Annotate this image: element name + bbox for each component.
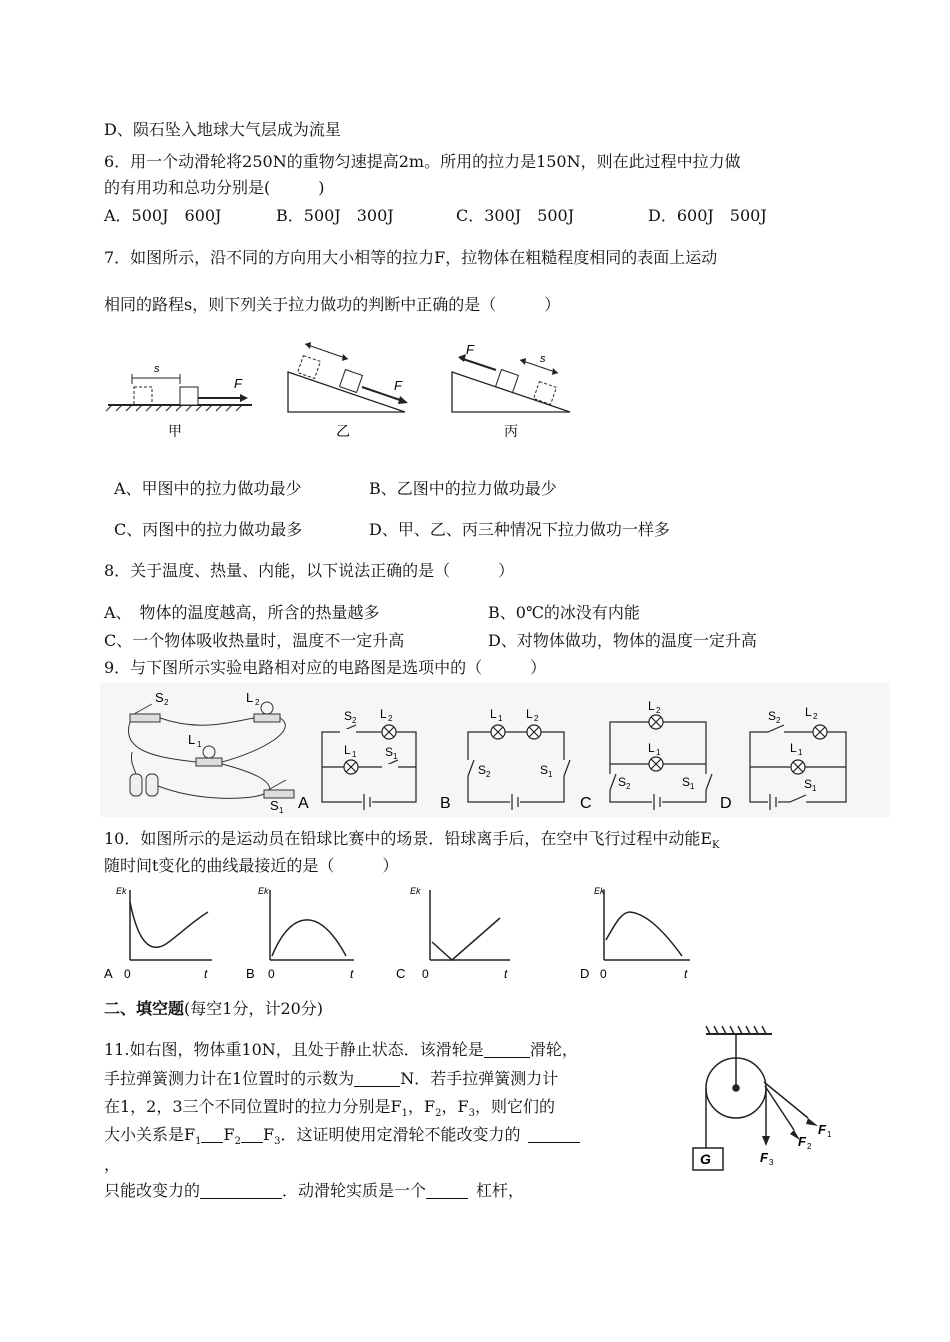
q10-c-label: C: [396, 966, 406, 981]
q10-figure: [100, 882, 720, 987]
q11-line3-f2: ，F: [408, 1097, 436, 1116]
q10-stem-ek-sub: K: [712, 840, 720, 852]
q8-option-b: B、0℃的冰没有内能: [488, 603, 640, 622]
q9-d-s2: S: [768, 709, 777, 723]
q11-line3-f3: ，F: [441, 1097, 469, 1116]
q9-phys-l2-sub: 2: [255, 698, 260, 707]
q11-label-f1: F: [818, 1122, 826, 1137]
q11-blank-force-size[interactable]: [528, 1126, 580, 1143]
q9-a-l2-sub: 2: [388, 714, 393, 723]
q11-line3-end: ，则它们的: [475, 1097, 556, 1116]
q8-option-a: A、 物体的温度越高，所含的热量越多: [104, 603, 380, 622]
q11-line4-sub1: 1: [195, 1136, 202, 1148]
q9-c-s1: S: [682, 775, 691, 789]
q8-option-c: C、一个物体吸收热量时，温度不一定升高: [104, 631, 405, 650]
q11-label-g: G: [700, 1151, 711, 1167]
q11-line6: [104, 1180, 524, 1202]
q6-stem-line2: 的有用功和总功分别是( ): [104, 178, 325, 197]
q6-options: [104, 205, 767, 227]
q9-a-l1: L: [344, 743, 351, 757]
q11-line6-c: 杠杆，: [476, 1181, 525, 1200]
q7-label-s-jia: s: [154, 363, 160, 375]
q7-label-f-jia: F: [234, 376, 242, 391]
q10-c-t: t: [504, 967, 508, 981]
q7-figure: [100, 332, 600, 447]
q11-line4-b: F: [223, 1125, 235, 1144]
q8-stem: 8．关于温度、热量、内能，以下说法正确的是（ ）: [104, 561, 515, 580]
q10-a-zero: 0: [124, 967, 131, 981]
q9-b-s2-sub: 2: [486, 770, 491, 779]
q11-label-f3: F: [760, 1150, 768, 1165]
q9-stem: 9．与下图所示实验电路相对应的电路图是选项中的（ ）: [104, 658, 547, 677]
q11-line3-sub1: 1: [401, 1108, 409, 1120]
q9-b-l2-sub: 2: [534, 714, 539, 723]
q7-option-d: D、甲、乙、丙三种情况下拉力做功一样多: [369, 520, 670, 539]
q9-phys-s2-sub: 2: [164, 698, 169, 707]
q10-stem-line1-text: 10．如图所示的是运动员在铅球比赛中的场景．铅球离手后，在空中飞行过程中动能E: [104, 829, 713, 848]
q11-line4-sub3: 3: [274, 1136, 281, 1148]
q9-option-d-label: D: [720, 795, 732, 812]
q9-phys-l1-sub: 1: [197, 740, 202, 749]
q10-b-label: B: [246, 966, 255, 981]
q10-a-label: A: [104, 966, 113, 981]
q11-blank-reading[interactable]: [354, 1070, 400, 1087]
q9-d-s1: S: [804, 777, 813, 791]
q10-d-t: t: [684, 967, 688, 981]
q10-a-ek: Ek: [116, 886, 127, 896]
q7-stem-line2: 相同的路程s，则下列关于拉力做功的判断中正确的是（ ）: [104, 295, 561, 314]
q11-line6-b: ．动滑轮实质是一个: [282, 1181, 427, 1200]
q10-a-t: t: [204, 967, 208, 981]
q7-label-f-bing: F: [466, 342, 474, 357]
q11-line3-sub3: 3: [468, 1108, 475, 1120]
q9-option-b-label: B: [440, 795, 451, 812]
q9-figure: [100, 682, 890, 817]
q11-pulley-figure: [690, 1022, 850, 1180]
q11-line1-a: 11.如右图，物体重10N，且处于静止状态．该滑轮是: [104, 1040, 484, 1059]
q11-line2-a: 手拉弹簧测力计在1位置时的示数为: [104, 1069, 355, 1088]
q9-c-s2-sub: 2: [626, 782, 631, 791]
q11-line4: [104, 1124, 580, 1153]
q7-figure-yi: [288, 342, 408, 439]
q11-line2-b: N．若手拉弹簧测力计: [400, 1069, 559, 1088]
q11-blank-force-direction[interactable]: [200, 1182, 282, 1199]
q9-d-l1-sub: 1: [798, 748, 803, 757]
q9-c-s1-sub: 1: [690, 782, 695, 791]
q7-option-b: B、乙图中的拉力做功最少: [369, 479, 557, 498]
q10-c-ek: Ek: [410, 886, 421, 896]
q10-graph-d: [604, 890, 690, 960]
q10-c-zero: 0: [422, 967, 429, 981]
q6-option-d: D．600J 500J: [648, 206, 767, 225]
q9-c-s2: S: [618, 775, 627, 789]
q6-option-b: B．500J 300J: [276, 206, 394, 225]
q6-stem-line1: 6．用一个动滑轮将250N的重物匀速提高2m。所用的拉力是150N，则在此过程中拉力做: [104, 152, 741, 171]
q8-options-row1: [104, 602, 640, 624]
q7-options-row1: [114, 478, 557, 500]
q7-stem-line1: 7．如图所示，沿不同的方向用大小相等的拉力F，拉物体在粗糙程度相同的表面上运动: [104, 248, 718, 267]
q11-line4-sub2: 2: [234, 1136, 241, 1148]
q11-line3: [104, 1096, 555, 1125]
q9-c-l2-sub: 2: [656, 706, 661, 715]
q9-c-l2: L: [648, 699, 655, 713]
q9-option-a-label: A: [298, 795, 309, 812]
q9-a-s1: S: [385, 745, 394, 759]
q9-b-s1-sub: 1: [548, 770, 553, 779]
q10-d-ek: Ek: [594, 886, 605, 896]
q9-phys-s1: S: [270, 798, 279, 813]
q7-option-c: C、丙图中的拉力做功最多: [114, 520, 303, 539]
q11-line6-a: 只能改变力的: [104, 1181, 201, 1200]
q9-phys-l1: L: [188, 732, 196, 747]
q9-c-l1: L: [648, 741, 655, 755]
section2-heading: [104, 998, 323, 1020]
q9-a-l2: L: [380, 707, 387, 721]
q11-blank-compare-1[interactable]: [201, 1126, 223, 1143]
q9-phys-l2: L: [246, 690, 254, 705]
q11-label-f2-sub: 2: [807, 1142, 812, 1151]
q11-label-f2: F: [798, 1134, 806, 1149]
q9-phys-s2: S: [155, 690, 164, 705]
q5-option-d: D、陨石坠入地球大气层成为流星: [104, 120, 341, 139]
q10-graph-c: [430, 890, 510, 960]
q9-phys-s1-sub: 1: [279, 806, 284, 815]
q10-b-zero: 0: [268, 967, 275, 981]
q7-label-s-bing: s: [540, 353, 546, 365]
q11-line4-c: F: [262, 1125, 275, 1144]
q7-caption-bing: 丙: [504, 423, 518, 439]
q7-caption-jia: 甲: [168, 423, 182, 439]
q11-line4-a: 大小关系是F: [104, 1125, 196, 1144]
q8-options-row2: [104, 630, 757, 652]
q7-figure-jia: [106, 363, 252, 439]
q10-b-ek: Ek: [258, 886, 269, 896]
q11-blank-compare-2[interactable]: [241, 1126, 263, 1143]
q11-line3-a: 在1，2，3三个不同位置时的拉力分别是F: [104, 1097, 402, 1116]
q9-d-s2-sub: 2: [776, 716, 781, 725]
q11-line1-b: 滑轮，: [529, 1040, 578, 1059]
q9-b-s2: S: [478, 763, 487, 777]
q10-d-zero: 0: [600, 967, 607, 981]
q9-c-l1-sub: 1: [656, 748, 661, 757]
q7-caption-yi: 乙: [336, 423, 350, 439]
q11-line5: ，: [104, 1155, 121, 1174]
q7-label-f-yi: F: [394, 378, 402, 393]
q11-line2: [104, 1068, 558, 1090]
q10-graph-a: [130, 890, 212, 960]
section2-note: (每空1分，计20分): [184, 999, 324, 1018]
q9-a-s2-sub: 2: [352, 716, 357, 725]
q11-blank-pulley-type[interactable]: [484, 1041, 530, 1058]
q10-d-label: D: [580, 966, 590, 981]
q11-label-f3-sub: 3: [769, 1158, 774, 1167]
q9-b-s1: S: [540, 763, 549, 777]
q9-b-l2: L: [526, 707, 533, 721]
q7-options-row2: [114, 519, 670, 541]
q9-d-l1: L: [790, 741, 797, 755]
q11-line1: [104, 1039, 578, 1061]
q10-stem-line2: 随时间t变化的曲线最接近的是（ ）: [104, 856, 399, 875]
q9-a-l1-sub: 1: [352, 750, 357, 759]
q8-option-d: D、对物体做功，物体的温度一定升高: [488, 631, 757, 650]
q11-blank-lever-type[interactable]: [426, 1182, 468, 1199]
q9-d-l2-sub: 2: [813, 712, 818, 721]
q11-line3-sub2: 2: [435, 1108, 442, 1120]
q6-option-c: C．300J 500J: [456, 206, 575, 225]
q9-d-s1-sub: 1: [812, 784, 817, 793]
q9-d-l2: L: [805, 705, 812, 719]
q10-b-t: t: [350, 967, 354, 981]
q10-stem-line1: [104, 828, 720, 857]
q11-pulley-drawing: [706, 1026, 808, 1148]
q9-b-l1: L: [490, 707, 497, 721]
q6-option-a: A．500J 600J: [104, 206, 222, 225]
q7-figure-bing: [452, 342, 570, 439]
q10-graph-b: [270, 890, 354, 960]
q11-line4-d: ．这证明使用定滑轮不能改变力的: [280, 1125, 521, 1144]
q9-b-l1-sub: 1: [498, 714, 503, 723]
q7-option-a: A、甲图中的拉力做功最少: [114, 479, 302, 498]
q9-a-s2: S: [344, 709, 353, 723]
q9-a-s1-sub: 1: [393, 752, 398, 761]
q11-label-f1-sub: 1: [827, 1130, 832, 1139]
q9-option-c-label: C: [580, 795, 592, 812]
section2-title: 二、填空题: [104, 999, 185, 1018]
